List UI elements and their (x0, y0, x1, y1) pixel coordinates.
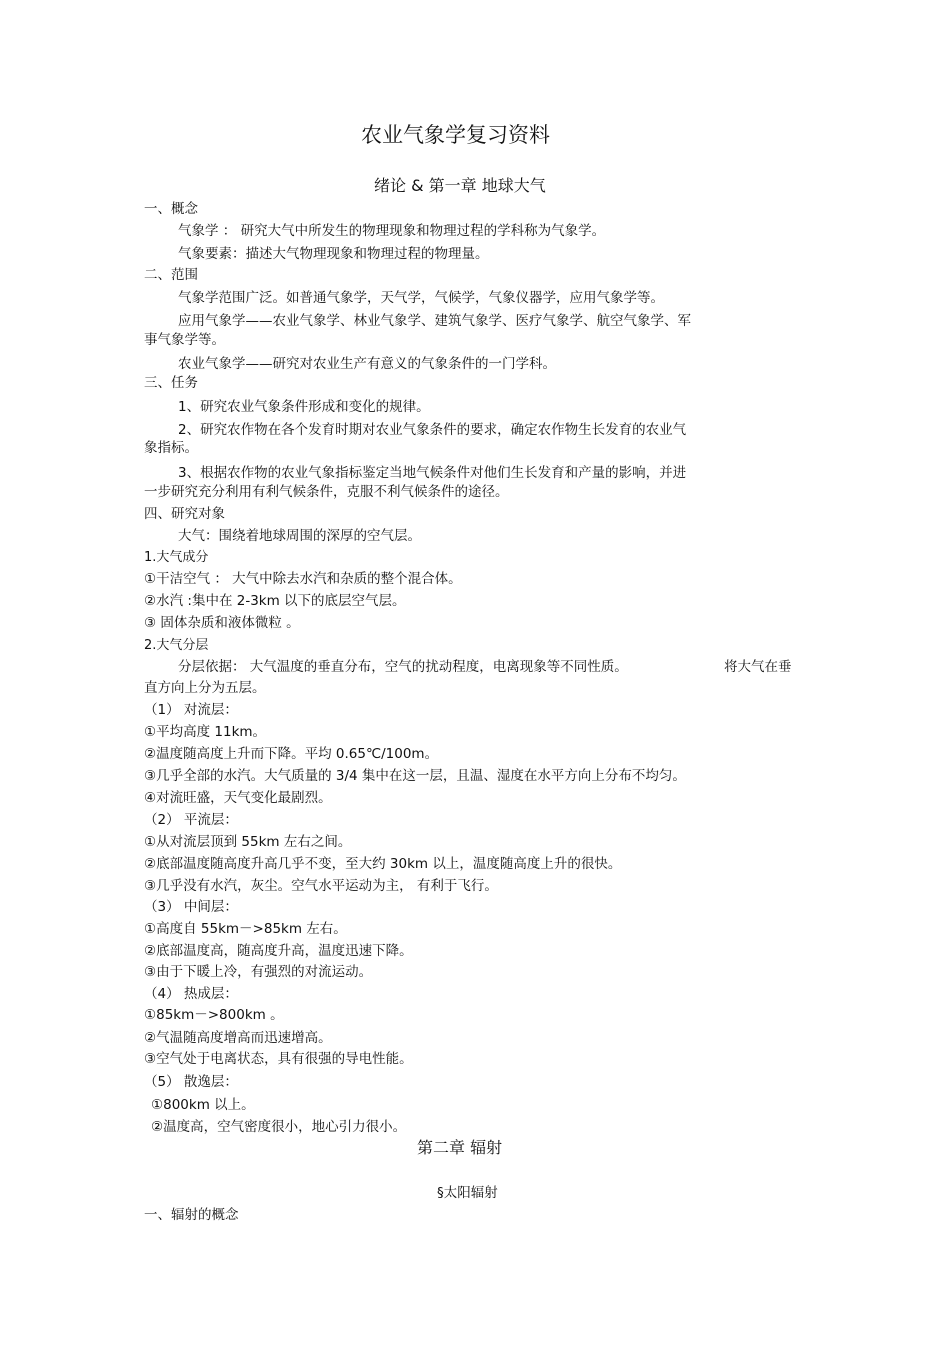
list-item: ④对流旺盛，天气变化最剧烈。 (144, 790, 332, 806)
list-item: ①85km－>800km 。 (144, 1007, 284, 1023)
paragraph: 直方向上分为五层。 (144, 680, 266, 696)
list-item: ①从对流层顶到 55km 左右之间。 (144, 834, 352, 850)
chapter-heading: 绪论 & 第一章 地球大气 (374, 176, 546, 195)
list-item: ②温度随高度上升而下降。平均 0.65℃/100m。 (144, 746, 439, 762)
subsection-heading: 1.大气成分 (144, 550, 209, 565)
paragraph: 象指标。 (144, 440, 198, 456)
list-item: ①800km 以上。 (151, 1097, 255, 1113)
list-item: ③几乎全部的水汽。大气质量的 3/4 集中在这一层，且温、湿度在水平方向上分布不均匀。 (144, 768, 686, 784)
section-heading: 一、概念 (144, 201, 198, 217)
list-item: ①高度自 55km－>85km 左右。 (144, 921, 347, 937)
paragraph: 将大气在垂 (724, 659, 792, 675)
section-heading: 三、任务 (144, 375, 198, 391)
section-heading: 二、范围 (144, 267, 198, 283)
list-item: ②温度高，空气密度很小，地心引力很小。 (151, 1119, 407, 1135)
list-item: ②底部温度高，随高度升高，温度迅速下降。 (144, 943, 413, 959)
paragraph: 分层依据： 大气温度的垂直分布，空气的扰动程度，电离现象等不同性质。 (178, 659, 628, 675)
paragraph: 一步研究充分利用有利气候条件，克服不利气候条件的途径。 (144, 484, 509, 500)
layer-heading: （3） 中间层： (144, 899, 238, 915)
paragraph: 事气象学等。 (144, 332, 225, 348)
section-heading: 四、研究对象 (144, 506, 225, 522)
document-title: 农业气象学复习资料 (361, 123, 550, 147)
subsection-heading: 2.大气分层 (144, 638, 209, 653)
paragraph: 3、根据农作物的农业气象指标鉴定当地气候条件对他们生长发育和产量的影响，并进 (178, 465, 687, 481)
layer-heading: （2） 平流层： (144, 812, 238, 828)
list-item: ③空气处于电离状态，具有很强的导电性能。 (144, 1051, 413, 1067)
paragraph: 农业气象学——研究对农业生产有意义的气象条件的一门学科。 (178, 356, 556, 372)
layer-heading: （4） 热成层： (144, 986, 238, 1002)
list-item: ②水汽 :集中在 2-3km 以下的底层空气层。 (144, 593, 406, 609)
layer-heading: （1） 对流层： (144, 702, 238, 718)
list-item: ②底部温度随高度升高几乎不变，至大约 30km 以上，温度随高度上升的很快。 (144, 856, 622, 872)
list-item: ②气温随高度增高而迅速增高。 (144, 1030, 332, 1046)
list-item: ③由于下暖上冷，有强烈的对流运动。 (144, 964, 373, 980)
paragraph: 气象学范围广泛。如普通气象学，天气学，气候学，气象仪器学，应用气象学等。 (178, 290, 664, 306)
list-item: ①干洁空气 ： 大气中除去水汽和杂质的整个混合体。 (144, 571, 462, 587)
paragraph: 应用气象学——农业气象学、林业气象学、建筑气象学、医疗气象学、航空气象学、军 (178, 313, 691, 329)
section-heading: 一、辐射的概念 (144, 1207, 239, 1223)
paragraph: 2、研究农作物在各个发育时期对农业气象条件的要求，确定农作物生长发育的农业气 (178, 422, 687, 438)
list-item: ③ 固体杂质和液体微粒 。 (144, 615, 300, 631)
layer-heading: （5） 散逸层： (144, 1074, 238, 1090)
chapter-heading: 第二章 辐射 (417, 1138, 503, 1157)
paragraph: 1、研究农业气象条件形成和变化的规律。 (178, 399, 430, 415)
paragraph: 大气：围绕着地球周围的深厚的空气层。 (178, 528, 421, 544)
list-item: ③几乎没有水汽，灰尘。空气水平运动为主， 有利于飞行。 (144, 878, 498, 894)
paragraph: 气象学 ： 研究大气中所发生的物理现象和物理过程的学科称为气象学。 (178, 223, 606, 239)
list-item: ①平均高度 11km。 (144, 724, 267, 740)
section-heading: §太阳辐射 (437, 1185, 498, 1201)
paragraph: 气象要素：描述大气物理现象和物理过程的物理量。 (178, 246, 489, 262)
